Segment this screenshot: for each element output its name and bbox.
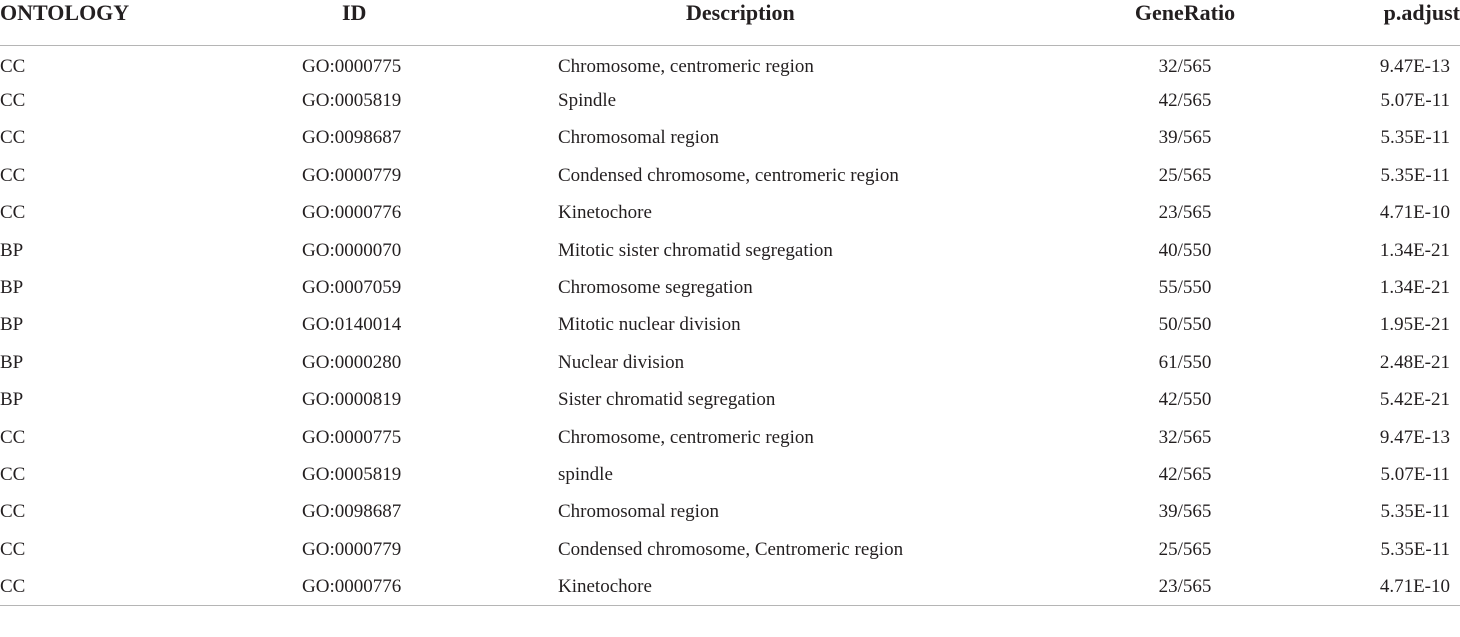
cell-gene-ratio: 32/565 <box>1158 55 1212 77</box>
cell-description: Chromosomal region <box>558 127 719 149</box>
table-body <box>0 45 1460 606</box>
cell-id: GO:0000776 <box>302 568 558 605</box>
table-row <box>0 269 1460 306</box>
cell-p-adjust: 5.35E-11 <box>1380 501 1450 523</box>
cell-id: GO:0098687 <box>302 501 402 523</box>
cell-ontology: BP <box>0 277 24 299</box>
cell-description: Nuclear division <box>558 351 685 373</box>
cell-id: GO:0000779 <box>302 538 402 560</box>
cell-description: Chromosome segregation <box>558 277 753 299</box>
cell-ontology: CC <box>0 501 26 523</box>
cell-p-adjust: 1.34E-21 <box>1379 277 1450 299</box>
cell-description: Kinetochore <box>558 568 1090 605</box>
table-row <box>0 568 1460 605</box>
cell-ontology: CC <box>0 568 302 605</box>
table-row <box>0 195 1460 232</box>
cell-gene-ratio: 25/565 <box>1158 164 1212 186</box>
cell-id: GO:0000070 <box>302 239 402 261</box>
table-row <box>0 456 1460 493</box>
cell-p-adjust: 4.71E-10 <box>1379 202 1450 224</box>
cell-id: GO:0000779 <box>302 164 402 186</box>
header-ontology: ONTOLOGY <box>0 0 302 45</box>
cell-gene-ratio: 23/565 <box>1090 568 1280 605</box>
table-row <box>0 382 1460 419</box>
cell-id: GO:0005819 <box>302 90 402 112</box>
cell-description: Mitotic sister chromatid segregation <box>558 239 833 261</box>
table-row <box>0 45 1460 82</box>
cell-ontology: CC <box>0 538 26 560</box>
cell-p-adjust: 5.07E-11 <box>1380 463 1450 485</box>
cell-p-adjust: 5.35E-11 <box>1380 127 1450 149</box>
cell-id: GO:0000819 <box>302 389 402 411</box>
cell-ontology: CC <box>0 90 26 112</box>
cell-description: Mitotic nuclear division <box>558 314 741 336</box>
header-gene-ratio: GeneRatio <box>1090 0 1280 45</box>
cell-p-adjust: 1.34E-21 <box>1379 239 1450 261</box>
cell-description: Chromosome, centromeric region <box>558 426 814 448</box>
cell-gene-ratio: 61/550 <box>1158 351 1212 373</box>
cell-description: Chromosomal region <box>558 501 719 523</box>
cell-gene-ratio: 55/550 <box>1158 277 1212 299</box>
cell-description: spindle <box>558 463 613 485</box>
cell-gene-ratio: 23/565 <box>1158 202 1212 224</box>
cell-ontology: CC <box>0 127 26 149</box>
cell-gene-ratio: 32/565 <box>1158 426 1212 448</box>
table-row <box>0 307 1460 344</box>
cell-ontology: BP <box>0 389 24 411</box>
table-row <box>0 82 1460 119</box>
cell-p-adjust: 5.07E-11 <box>1380 90 1450 112</box>
cell-p-adjust: 5.42E-21 <box>1379 389 1450 411</box>
table-row <box>0 419 1460 456</box>
cell-p-adjust: 5.35E-11 <box>1380 164 1450 186</box>
cell-description: Condensed chromosome, centromeric region <box>558 164 899 186</box>
header-p-adjust: p.adjust <box>1280 0 1460 45</box>
table-header <box>0 0 1460 45</box>
cell-ontology: BP <box>0 239 24 261</box>
table-row <box>0 531 1460 568</box>
cell-id: GO:0000280 <box>302 351 402 373</box>
cell-ontology: CC <box>0 55 26 77</box>
cell-gene-ratio: 39/565 <box>1158 127 1212 149</box>
cell-id: GO:0000775 <box>302 55 402 77</box>
cell-gene-ratio: 39/565 <box>1158 501 1212 523</box>
cell-description: Chromosome, centromeric region <box>558 55 814 77</box>
table-row <box>0 120 1460 157</box>
table-row <box>0 494 1460 531</box>
header-id: ID <box>302 0 558 45</box>
cell-p-adjust: 2.48E-21 <box>1379 351 1450 373</box>
cell-id: GO:0007059 <box>302 277 402 299</box>
cell-p-adjust: 5.35E-11 <box>1380 538 1450 560</box>
cell-id: GO:0098687 <box>302 127 402 149</box>
cell-gene-ratio: 42/565 <box>1158 463 1212 485</box>
cell-id: GO:0005819 <box>302 463 402 485</box>
cell-ontology: CC <box>0 202 26 224</box>
cell-gene-ratio: 50/550 <box>1158 314 1212 336</box>
header-row <box>0 0 1460 45</box>
cell-description: Spindle <box>558 90 617 112</box>
cell-p-adjust: 1.95E-21 <box>1379 314 1450 336</box>
cell-gene-ratio: 42/550 <box>1158 389 1212 411</box>
cell-ontology: CC <box>0 164 26 186</box>
cell-p-adjust: 9.47E-13 <box>1379 426 1450 448</box>
cell-ontology: CC <box>0 463 26 485</box>
cell-description: Kinetochore <box>558 202 652 224</box>
table-row <box>0 157 1460 194</box>
cell-gene-ratio: 42/565 <box>1158 90 1212 112</box>
cell-id: GO:0000775 <box>302 426 402 448</box>
cell-ontology: BP <box>0 314 24 336</box>
cell-description: Sister chromatid segregation <box>558 389 776 411</box>
cell-description: Condensed chromosome, Centromeric region <box>558 538 904 560</box>
header-description: Description <box>558 0 1090 45</box>
cell-id: GO:0140014 <box>302 314 402 336</box>
cell-ontology: CC <box>0 426 26 448</box>
table-row <box>0 232 1460 269</box>
cell-id: GO:0000776 <box>302 202 402 224</box>
cell-p-adjust: 4.71E-10 <box>1280 568 1460 605</box>
cell-p-adjust: 9.47E-13 <box>1379 55 1450 77</box>
cell-ontology: BP <box>0 351 24 373</box>
cell-gene-ratio: 40/550 <box>1158 239 1212 261</box>
cell-gene-ratio: 25/565 <box>1158 538 1212 560</box>
table-row <box>0 344 1460 381</box>
